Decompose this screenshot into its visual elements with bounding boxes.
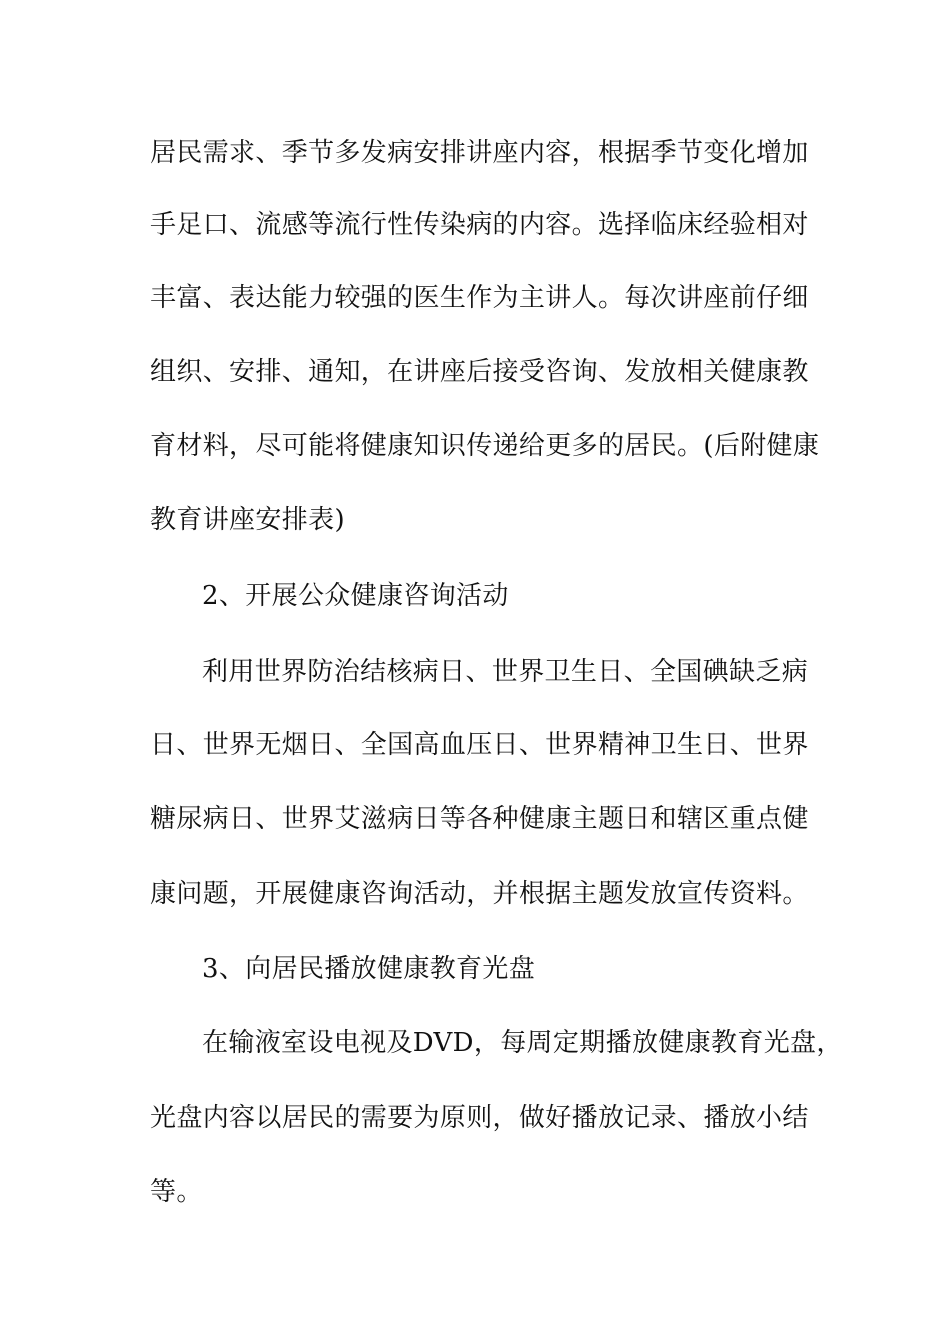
paragraph-line: 教育讲座安排表)	[150, 505, 345, 535]
paragraph-line: 糖尿病日、世界艾滋病日等各种健康主题日和辖区重点健	[150, 804, 809, 834]
paragraph-line: 等。	[150, 1177, 203, 1207]
paragraph-line: 手足口、流感等流行性传染病的内容。选择临床经验相对	[150, 210, 809, 240]
paragraph-line: 居民需求、季节多发病安排讲座内容，根据季节变化增加	[150, 138, 809, 168]
section-heading: 3、向居民播放健康教育光盘	[202, 954, 536, 984]
paragraph-line: 光盘内容以居民的需要为原则，做好播放记录、播放小结	[150, 1103, 809, 1133]
paragraph-line: 育材料，尽可能将健康知识传递给更多的居民。(后附健康	[150, 431, 820, 461]
paragraph-line: 在输液室设电视及DVD，每周定期播放健康教育光盘，	[202, 1028, 843, 1058]
paragraph-line: 丰富、表达能力较强的医生作为主讲人。每次讲座前仔细	[150, 283, 809, 313]
paragraph-line: 组织、安排、通知，在讲座后接受咨询、发放相关健康教	[150, 357, 809, 387]
paragraph-line: 利用世界防治结核病日、世界卫生日、全国碘缺乏病	[202, 657, 809, 687]
section-heading: 2、开展公众健康咨询活动	[202, 581, 509, 611]
paragraph-line: 康问题，开展健康咨询活动，并根据主题发放宣传资料。	[150, 879, 809, 909]
paragraph-line: 日、世界无烟日、全国高血压日、世界精神卫生日、世界	[150, 730, 809, 760]
